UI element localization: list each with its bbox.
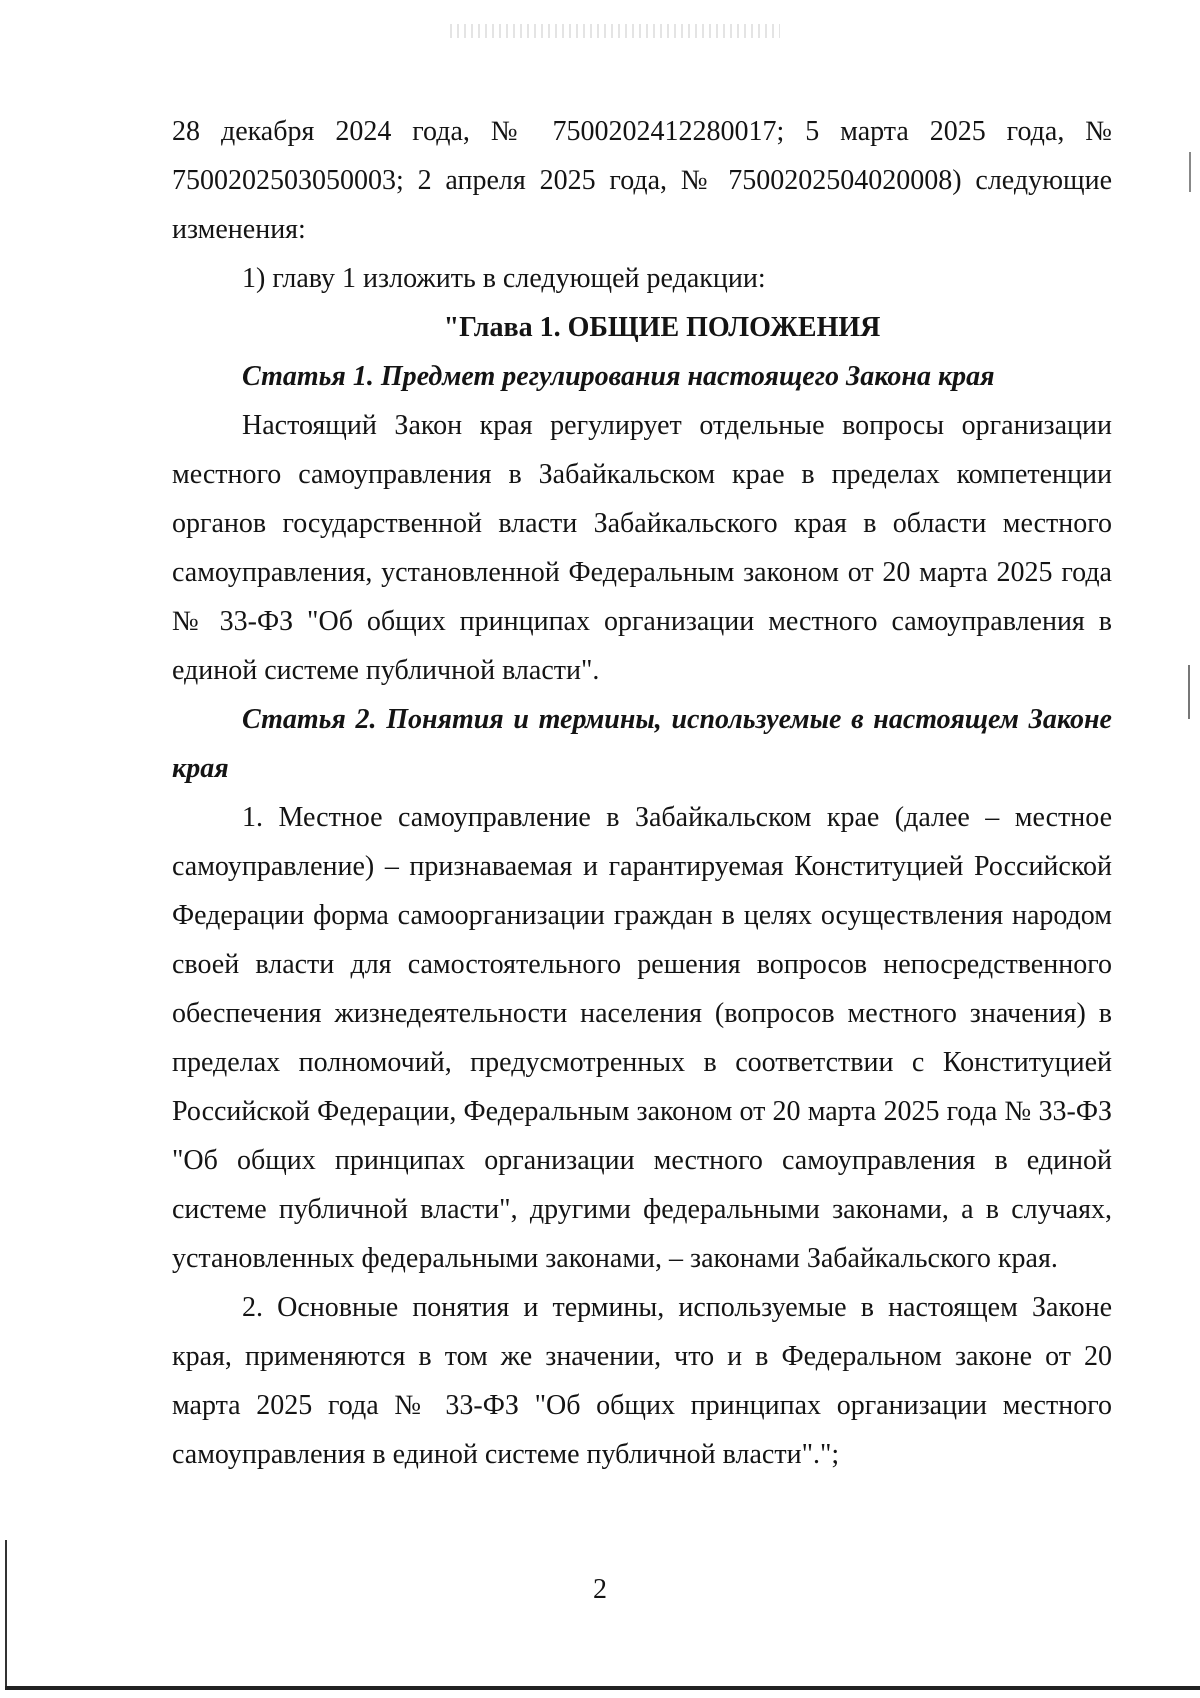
article-2-title: Статья 2. Понятия и термины, используемые в настоящем Законе края	[172, 704, 1112, 784]
scan-edge	[5, 1540, 7, 1690]
article-2-part-1: 1. Местное самоуправление в Забайкальском крае (далее – местное самоуправление) – признаваемая и гарантируемая Конституцией Российской Федерации форма самоорганизации граждан в целях осуществления народом своей власти для самостоятельного решения вопросов непосредственного обеспечения жизнедеятельности населения (вопросов местного значения) в пределах полномочий, предусмотренных в соответствии с Конституцией Российской Федерации, Федеральным законом от 20 марта 2025 года № 33-ФЗ "Об общих принципах организации местного самоуправления в единой системе публичной власти", другими федеральными законами, а в случаях, установленных федеральными законами, – законами Забайкальского края.	[172, 802, 1112, 1274]
scan-mark	[1188, 665, 1190, 719]
scan-noise	[450, 24, 780, 38]
chapter-title: "Глава 1. ОБЩИЕ ПОЛОЖЕНИЯ	[443, 312, 881, 343]
article-1-title: Статья 1. Предмет регулирования настоящего Закона края	[242, 361, 995, 392]
document-body	[172, 107, 1112, 1479]
article-2-part-2: 2. Основные понятия и термины, используемые в настоящем Законе края, применяются в том же значении, что и в Федеральном законе от 20 марта 2025 года № 33-ФЗ "Об общих принципах организации местного самоуправления в единой системе публичной власти".";	[172, 1292, 1112, 1470]
scan-mark	[1189, 152, 1191, 192]
amendment-item: 1) главу 1 изложить в следующей редакции:	[242, 263, 766, 294]
scan-edge	[5, 1686, 1200, 1690]
page-number: 2	[593, 1574, 607, 1605]
article-1-text: Настоящий Закон края регулирует отдельные вопросы организации местного самоуправления в Забайкальском крае в пределах компетенции органов государственной власти Забайкальского края в области местного самоуправления, установленной Федеральным законом от 20 марта 2025 года № 33-ФЗ "Об общих принципах организации местного самоуправления в единой системе публичной власти".	[172, 410, 1112, 686]
intro-paragraph: 28 декабря 2024 года, № 7500202412280017; 5 марта 2025 года, № 7500202503050003; 2 апреля 2025 года, № 7500202504020008) следующие изменения:	[172, 116, 1112, 245]
